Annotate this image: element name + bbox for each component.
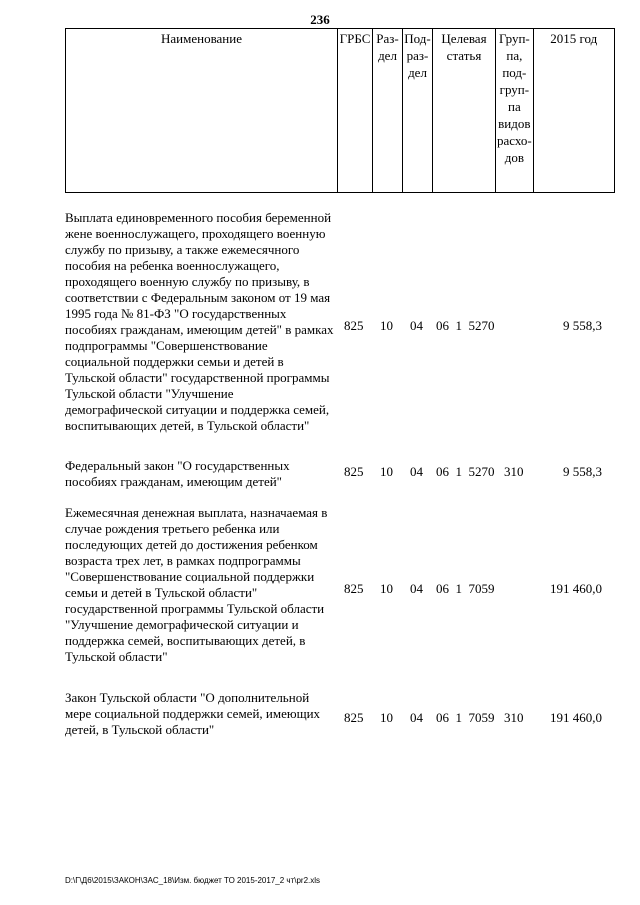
- row-target: 06 1 7059: [436, 710, 495, 725]
- row-razdel: 10: [380, 710, 393, 725]
- row-target: 06 1 5270: [436, 464, 495, 479]
- header-year: 2015 год: [533, 29, 614, 193]
- header-name: Наименование: [66, 29, 338, 193]
- row-grbs: 825: [344, 464, 364, 479]
- table-header: [65, 28, 615, 193]
- row-group: 310: [504, 710, 524, 725]
- row-amount: 9 558,3: [563, 464, 602, 479]
- row-amount: 191 460,0: [550, 710, 602, 725]
- row-name: Закон Тульской области "О дополнительной мере социальной поддержки семей, имеющих детей, в Тульской области": [65, 690, 321, 737]
- row-name: Федеральный закон "О государственных пособиях гражданам, имеющим детей": [65, 458, 290, 489]
- row-group: 310: [504, 464, 524, 479]
- row-razdel: 10: [380, 581, 393, 596]
- header-group: Груп- па, под- груп- па видов расхо- дов: [496, 29, 534, 193]
- header-podrazdel: Под- раз- дел: [403, 29, 433, 193]
- row-grbs: 825: [344, 318, 364, 333]
- row-grbs: 825: [344, 581, 364, 596]
- header-target: Целевая статья: [433, 29, 496, 193]
- row-name: Выплата единовременного пособия беременной жене военнослужащего, проходящего военную службу по призыву, а также ежемесячного пособия на ребенка военнослужащего, проходящего военную службу по призыву, в соответствии с Федеральным законом от 19 мая 1995 года № 81-ФЗ "О государственных пособиях гражданам, имеющим детей" в рамках подпрограммы "Совершенствование социальной поддержки семьи и детей в Тульской области" государственной программы Тульской области "Улучшение демографической ситуации и поддержка семей, воспитывающих детей, в Тульской области": [65, 210, 334, 433]
- row-name: Ежемесячная денежная выплата, назначаемая в случае рождения третьего ребенка или последующих детей до достижения ребенком возраста трех лет, в рамках подпрограммы "Совершенствование социальной поддержки семьи и детей в Тульской области" государственной программы Тульской области "Улучшение демографической ситуации и поддержка семей, воспитывающих детей, в Тульской области": [65, 505, 328, 664]
- file-path-footer: D:\Г\Д6\2015\ЗАКОН\ЗАС_18\Изм. бюджет ТО 2015-2017_2 чт\pr2.xls: [65, 876, 321, 885]
- row-amount: 191 460,0: [550, 581, 602, 596]
- row-podrazdel: 04: [410, 464, 423, 479]
- row-target: 06 1 5270: [436, 318, 495, 333]
- row-razdel: 10: [380, 464, 393, 479]
- header-grbs: ГРБС: [338, 29, 373, 193]
- page-number: 236: [310, 12, 330, 27]
- row-podrazdel: 04: [410, 581, 423, 596]
- row-razdel: 10: [380, 318, 393, 333]
- row-target: 06 1 7059: [436, 581, 495, 596]
- row-grbs: 825: [344, 710, 364, 725]
- row-podrazdel: 04: [410, 710, 423, 725]
- row-podrazdel: 04: [410, 318, 423, 333]
- row-amount: 9 558,3: [563, 318, 602, 333]
- header-razdel: Раз- дел: [373, 29, 403, 193]
